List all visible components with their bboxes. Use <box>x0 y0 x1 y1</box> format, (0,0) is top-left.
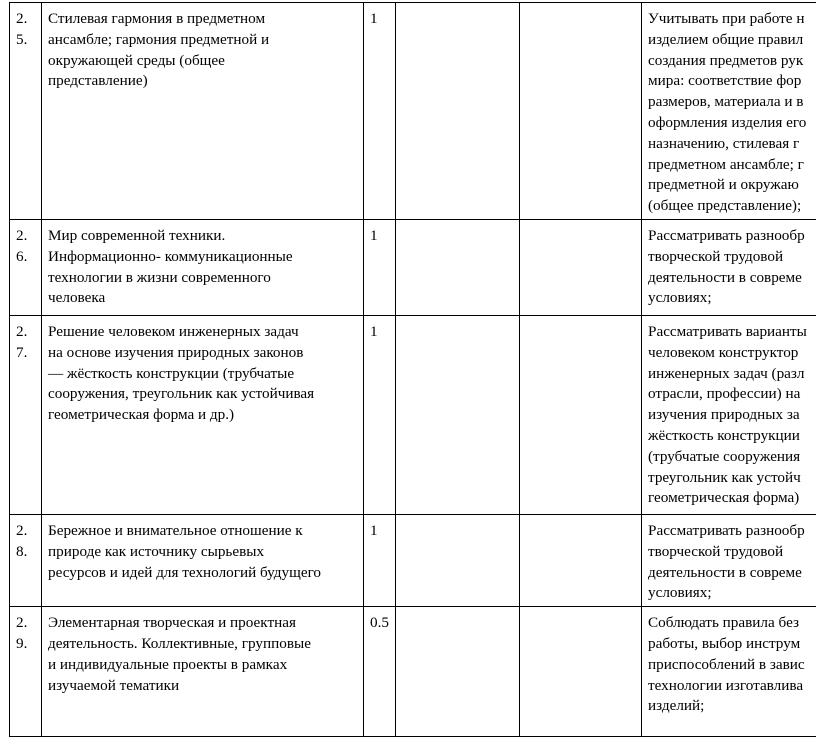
activity-line: (трубчатые сооружения <box>648 447 801 465</box>
lesson-number-line: 7. <box>16 343 28 361</box>
empty-cell <box>396 514 520 606</box>
topic-line: Стилевая гармония в предметном <box>48 10 266 27</box>
lesson-number-line: 2. <box>16 10 28 27</box>
topic-line: сооружения, треугольник как устойчивая <box>48 385 315 403</box>
topic-line: Элементарная творческая и проектная <box>48 614 296 632</box>
topic-line: — жёсткость конструкции (трубчатые <box>48 364 295 382</box>
activity-line: условиях; <box>648 584 712 602</box>
activity-cell <box>642 514 816 606</box>
lesson-number-line: 9. <box>16 634 28 652</box>
topic-cell <box>42 3 364 220</box>
empty-cell <box>520 607 642 737</box>
activity-line: Соблюдать правила без <box>648 614 799 632</box>
activity-cell <box>642 607 816 737</box>
hours-cell: 1 <box>364 3 396 220</box>
topic-line: Бережное и внимательное отношение к <box>48 521 303 539</box>
lesson-number-cell <box>10 219 42 315</box>
activity-cell <box>642 315 816 514</box>
activity-line: человеком конструктор <box>648 343 799 361</box>
table-row <box>10 315 816 514</box>
activity-line: отрасли, профессии) на <box>648 385 801 403</box>
lesson-number-cell <box>10 3 42 220</box>
topic-line: деятельность. Коллективные, групповые <box>48 634 311 652</box>
lesson-number-line: 2. <box>16 226 28 244</box>
lesson-number-cell <box>10 607 42 737</box>
activity-line: предметной и окружаю <box>648 176 799 194</box>
activity-line: изделием общие правил <box>648 30 804 48</box>
activity-line: мира: соответствие фор <box>648 72 802 90</box>
activity-line: творческой трудовой <box>648 247 784 265</box>
table-row <box>10 3 816 220</box>
activity-line: работы, выбор инструм <box>648 634 801 652</box>
hours-cell: 1 <box>364 219 396 315</box>
activity-line: Учитывать при работе н <box>648 10 805 27</box>
topic-line: природе как источнику сырьевых <box>48 542 265 560</box>
hours-cell: 1 <box>364 315 396 514</box>
topic-cell <box>42 315 364 514</box>
activity-cell <box>642 219 816 315</box>
lesson-number-line: 5. <box>16 30 28 48</box>
topic-line: изучаемой тематики <box>48 676 180 694</box>
activity-line: технологии изготавлива <box>648 676 804 694</box>
activity-line: Рассматривать разнообр <box>648 521 805 539</box>
activity-line: жёсткость конструкции <box>648 426 800 444</box>
topic-cell <box>42 514 364 606</box>
table-row <box>10 514 816 606</box>
lesson-number-cell <box>10 514 42 606</box>
topic-line: технологии в жизни современного <box>48 268 271 286</box>
activity-line: Рассматривать разнообр <box>648 226 805 244</box>
topic-cell <box>42 219 364 315</box>
activity-line: назначению, стилевая г <box>648 134 800 152</box>
activity-line: (общее представление); <box>648 197 802 215</box>
topic-line: Информационно- коммуникационные <box>48 247 293 265</box>
empty-cell <box>520 219 642 315</box>
activity-line: геометрическая форма) <box>648 489 800 507</box>
empty-cell <box>520 514 642 606</box>
activity-line: треугольник как устойч <box>648 468 801 486</box>
activity-cell <box>642 3 816 220</box>
lesson-plan-table-body <box>10 3 816 737</box>
activity-line: предметном ансамбле; г <box>648 155 804 173</box>
lesson-number-line: 8. <box>16 542 28 560</box>
hours-cell: 0.5 <box>364 607 396 737</box>
activity-line: условиях; <box>648 289 712 307</box>
topic-line: и индивидуальные проекты в рамках <box>48 655 288 673</box>
activity-line: оформления изделия его <box>648 113 807 131</box>
lesson-number-line: 2. <box>16 521 28 539</box>
topic-line: окружающей среды (общее <box>48 51 225 69</box>
empty-cell <box>396 219 520 315</box>
empty-cell <box>396 3 520 220</box>
topic-line: ресурсов и идей для технологий будущего <box>48 563 322 581</box>
table-row <box>10 219 816 315</box>
activity-line: Рассматривать варианты <box>648 322 807 340</box>
activity-line: размеров, материала и в <box>648 93 804 111</box>
empty-cell <box>520 315 642 514</box>
empty-cell <box>396 315 520 514</box>
empty-cell <box>520 3 642 220</box>
activity-line: творческой трудовой <box>648 542 784 560</box>
activity-line: деятельности в совреме <box>648 268 802 286</box>
empty-cell <box>396 607 520 737</box>
activity-line: приспособлений в завис <box>648 655 805 673</box>
topic-cell <box>42 607 364 737</box>
hours-cell: 1 <box>364 514 396 606</box>
lesson-number-line: 6. <box>16 247 28 265</box>
topic-line: Мир современной техники. <box>48 226 226 244</box>
lesson-number-line: 2. <box>16 614 28 632</box>
topic-line: человека <box>48 289 106 307</box>
topic-line: ансамбле; гармония предметной и <box>48 30 270 48</box>
activity-line: создания предметов рук <box>648 51 804 69</box>
activity-line: инженерных задач (разл <box>648 364 805 382</box>
topic-line: геометрическая форма и др.) <box>48 406 235 424</box>
topic-line: на основе изучения природных законов <box>48 343 304 361</box>
activity-line: изделий; <box>648 697 705 715</box>
lesson-plan-table <box>9 2 816 737</box>
table-row <box>10 607 816 737</box>
topic-line: представление) <box>48 72 148 90</box>
activity-line: изучения природных за <box>648 406 800 424</box>
lesson-number-cell <box>10 315 42 514</box>
topic-line: Решение человеком инженерных задач <box>48 322 299 340</box>
lesson-number-line: 2. <box>16 322 28 340</box>
activity-line: деятельности в совреме <box>648 563 802 581</box>
